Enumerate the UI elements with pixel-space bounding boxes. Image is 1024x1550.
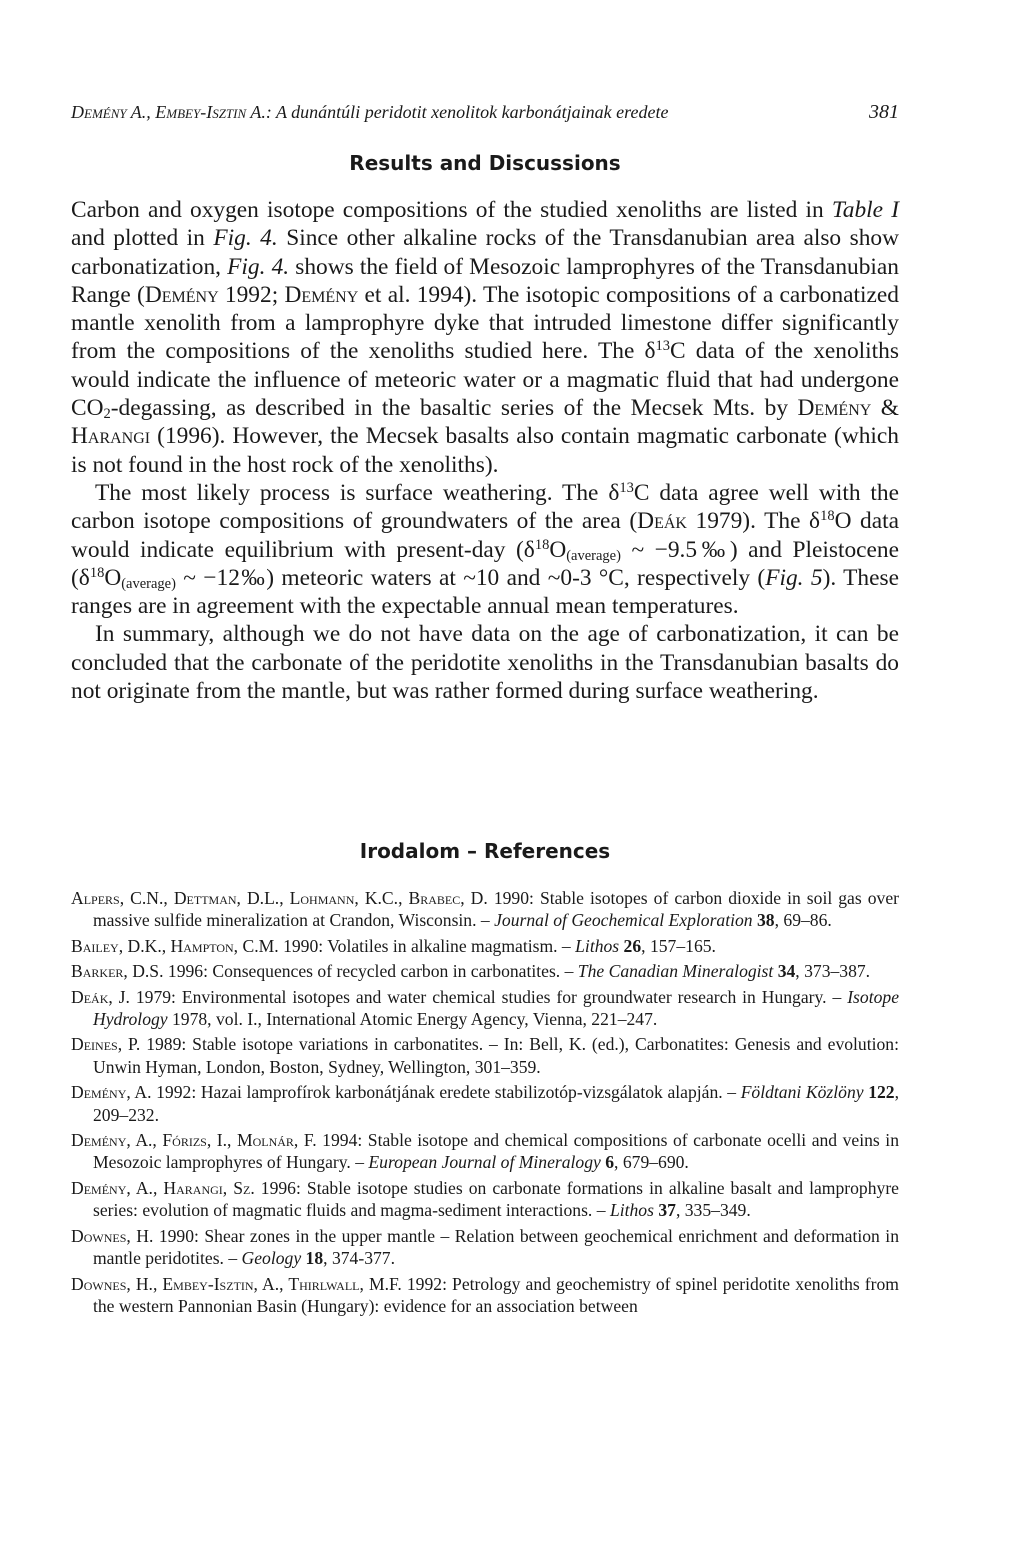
results-body (71, 196, 899, 705)
reference-authors: Demény, A. (71, 1082, 152, 1103)
citation-author: Demény (797, 395, 872, 422)
running-head-author-2: Embey-Isztin A. (155, 102, 266, 122)
figure-reference: Fig. 5 (765, 564, 823, 591)
table-reference: Table I (831, 197, 899, 223)
reference-authors: Deines, P. (71, 1034, 141, 1055)
reference-text: 1990: Stable isotopes of carbon dioxide in soil gas over massive sulfide mineralization at Crandon, Wisconsin. – (93, 888, 900, 931)
paragraph-1: Carbon and oxygen isotope compositions of the studied xenoliths are listed in Table I and plotted in Fig. 4. Since other alkaline rocks of the Transdanubian area also show carbonatization, Fig. 4. shows the field of Mesozoic lamprophyres of the Transdanubian Range (Demény 1992; Demény et al. 1994). The isotopic compositions of a carbonatized mantle xenolith from a lamprophyre dyke that intruded limestone differ significantly from the compositions of the xenoliths studied here. The $\delta^{13}C$ data of the xenoliths would indicate the influence of meteoric water or a magmatic fluid that had undergone $CO_2$-degassing, as described in the basaltic series of the Mecsek Mts. by Demény & Harangi (1996). However, the Mecsek basalts also contain magmatic carbonate (which is not found in the host rock of the xenoliths). (71, 197, 899, 478)
reference-text: 1996: Stable isotope studies on carbonate formations in alkaline basalt and lamprophyre series: evolution of magmatic fluids and magma-sediment interactions. – (93, 1177, 899, 1221)
paragraph-2: The most likely process is surface weathering. The $\delta^{13}C$ data agree well with the carbon isotope compositions of groundwaters of the area (Deák 1979). The $\delta^{18}O$ data would indicate equilibrium with present-day ($\delta^{18}O_{(average)}$ ~ −9.5‰) and Pleistocene ($\delta^{18}O_{(average)}$ ~ −12‰) meteoric waters at ~10 and ~0-3 °C, respectively (Fig. 5). These ranges are in agreement with the expectable annual mean temperatures. (71, 479, 900, 620)
reference-journal: Isotope Hydrology (93, 986, 899, 1030)
reference-item (71, 1129, 899, 1174)
running-head-author-1: Demény A. (71, 102, 147, 122)
reference-journal: Lithos (575, 935, 620, 956)
reference-text: 1994: Stable isotope and chemical compositions of carbonate ocelli and veins in Mesozoic lamprophyres of Hungary. – (93, 1130, 899, 1173)
reference-text: 1992: Petrology and geochemistry of spinel peridotite xenoliths from the western Pannonian Basin (Hungary): evidence for an association between (93, 1273, 899, 1316)
reference-volume: 18 (301, 1248, 324, 1269)
reference-text: 1992: Hazai lamprofírok karbonátjának eredete stabilizotóp-vizsgálatok alapján. – (151, 1082, 741, 1103)
reference-journal: Földtani Közlöny (740, 1082, 864, 1103)
reference-text: 1990: Volatiles in alkaline magmatism. – (278, 935, 576, 956)
reference-pages: Bell, K. (ed.), Carbonatites: Genesis and evolution: Unwin Hyman, London, Boston, Sydney, Wellington, 301–359. (93, 1034, 899, 1077)
reference-pages: , 157–165. (641, 935, 716, 956)
citation-author: Demény (144, 281, 219, 308)
reference-volume: 6 (600, 1152, 615, 1173)
citation-author: Demény (284, 281, 359, 308)
reference-list (71, 887, 899, 1320)
section-title-references: Irodalom – References (359, 839, 611, 863)
reference-pages: , 335–349. (675, 1200, 751, 1221)
citation-author: Deák (637, 508, 687, 535)
reference-authors: Alpers, C.N., Dettman, D.L., Lohmann, K.C., Brabec, D. (71, 888, 488, 908)
reference-pages: , 374-377. (323, 1248, 395, 1269)
section-title-results: Results and Discussions (349, 151, 621, 175)
citation-author: Harangi (71, 423, 151, 450)
reference-journal: Lithos (609, 1200, 654, 1221)
reference-item (71, 887, 899, 932)
reference-item (71, 1225, 899, 1270)
page-number: 381 (869, 101, 899, 123)
running-head: Demény A., Embey-Isztin A.: A dunántúli peridotit xenolitok karbonátjainak eredete 381 (71, 101, 899, 123)
reference-text: 1979: Environmental isotopes and water chemical studies for groundwater research in Hungary. – (129, 986, 848, 1007)
reference-pages: , 679–690. (614, 1152, 689, 1173)
reference-authors: Downes, H., Embey-Isztin, A., Thirlwall, M.F. (71, 1273, 402, 1294)
running-head-title: A dunántúli peridotit xenolitok karbonátjainak eredete (276, 102, 669, 122)
reference-journal: Journal of Geochemical Exploration (494, 910, 753, 931)
reference-authors: Downes, H. (71, 1225, 154, 1246)
reference-item (71, 1033, 899, 1078)
reference-journal: European Journal of Mineralogy (368, 1152, 601, 1173)
reference-pages: 1978, vol. I., International Atomic Energy Agency, Vienna, 221–247. (167, 1009, 658, 1030)
figure-reference: Fig. 4. (213, 225, 278, 252)
reference-journal: Geology (241, 1248, 302, 1269)
reference-authors: Demény, A., Harangi, Sz. (71, 1177, 255, 1198)
reference-volume: 37 (653, 1200, 676, 1221)
reference-volume: 26 (619, 935, 642, 956)
reference-item (71, 986, 899, 1031)
reference-authors: Deák, J. (71, 986, 130, 1007)
paragraph-3: In summary, although we do not have data on the age of carbonatization, it can be concluded that the carbonate of the peridotite xenoliths in the Transdanubian basalts do not originate from the mantle, but was rather formed during surface weathering. (71, 621, 899, 705)
reference-volume: 38 (752, 910, 775, 931)
reference-authors: Bailey, D.K., Hampton, C.M. (71, 935, 279, 956)
reference-pages: , 373–387. (795, 961, 871, 982)
reference-volume: 34 (773, 961, 796, 982)
reference-volume: 122 (863, 1082, 895, 1103)
figure-reference: Fig. 4. (227, 253, 290, 280)
reference-text: 1989: Stable isotope variations in carbonatites. – In: (140, 1034, 530, 1055)
reference-text: 1996: Consequences of recycled carbon in carbonatites. – (163, 961, 578, 982)
reference-pages: , 209–232. (93, 1082, 899, 1125)
reference-journal: The Canadian Mineralogist (577, 961, 774, 982)
reference-text: 1990: Shear zones in the upper mantle – Relation between geochemical enrichment and deformation in mantle peridotites. – (93, 1225, 899, 1269)
reference-item (71, 1273, 899, 1318)
reference-item (71, 1081, 899, 1126)
reference-item (71, 935, 899, 957)
reference-item (71, 1177, 899, 1222)
reference-authors: Barker, D.S. (71, 961, 164, 982)
reference-pages: , 69–86. (774, 910, 832, 931)
reference-authors: Demény, A., Fórizs, I., Molnár, F. (71, 1130, 317, 1151)
reference-item (71, 960, 899, 982)
